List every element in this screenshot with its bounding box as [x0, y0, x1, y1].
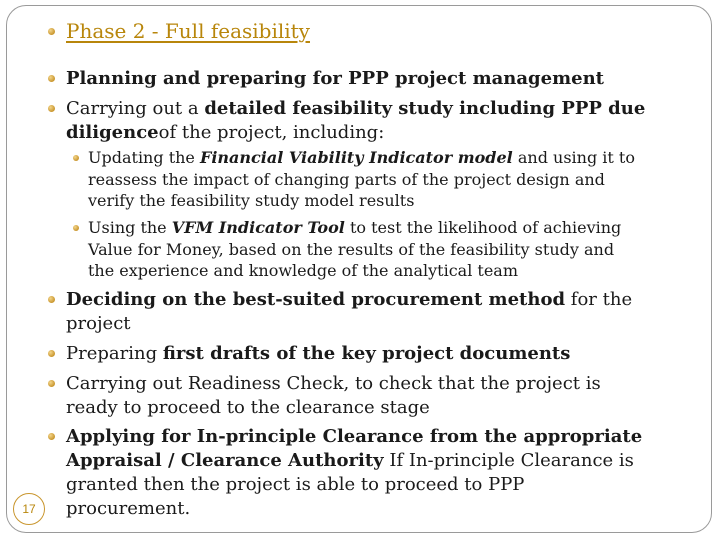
- bullet-draft-documents: [66, 343, 570, 364]
- bullet-icon: [48, 105, 55, 112]
- text-segment: of the project, including:: [158, 122, 385, 143]
- text-segment: Updating the: [88, 148, 195, 167]
- text-segment: Carrying out a: [66, 98, 199, 119]
- bullet-icon: [48, 75, 55, 82]
- subbullet-financial-viability: [88, 148, 635, 167]
- text-bold: diligence: [66, 122, 159, 143]
- bullet-clearance-line4: procurement.: [66, 498, 191, 519]
- text-bold-italic: Financial Viability Indicator model: [199, 148, 513, 167]
- bullet-feasibility-study-line2: [66, 122, 384, 143]
- text-segment: for the: [570, 289, 633, 310]
- text-segment: and using it to: [517, 148, 635, 167]
- subbullet-vfm-tool: [88, 218, 621, 237]
- text-segment: If In-principle Clearance is: [389, 450, 634, 471]
- bullet-icon: [48, 380, 55, 387]
- text-segment: Preparing: [66, 343, 158, 364]
- subbullet-vfm-tool-line3: the experience and knowledge of the analytical team: [88, 261, 518, 280]
- bullet-icon: [48, 296, 55, 303]
- sub-bullet-icon: [73, 225, 79, 231]
- text-segment: Using the: [88, 218, 167, 237]
- bullet-planning: Planning and preparing for PPP project management: [66, 68, 604, 89]
- text-bold: Deciding on the best-suited procurement method: [66, 289, 566, 310]
- slide-title: Phase 2 - Full feasibility: [66, 19, 310, 43]
- sub-bullet-icon: [73, 155, 79, 161]
- bullet-feasibility-study: [66, 98, 645, 119]
- bullet-icon: [48, 350, 55, 357]
- title-bullet-icon: [48, 28, 55, 35]
- text-bold: Appraisal / Clearance Authority: [66, 450, 384, 471]
- bullet-procurement-method-line2: project: [66, 313, 131, 334]
- bullet-clearance-line2: [66, 450, 634, 471]
- subbullet-financial-viability-line3: verify the feasibility study model results: [88, 191, 415, 210]
- text-segment: to test the likelihood of achieving: [349, 218, 622, 237]
- bullet-readiness-check-line2: ready to proceed to the clearance stage: [66, 397, 430, 418]
- page-number: 17: [13, 493, 45, 525]
- bullet-clearance: Applying for In-principle Clearance from the appropriate: [66, 426, 643, 447]
- bullet-readiness-check: Carrying out Readiness Check, to check that the project is: [66, 373, 601, 394]
- subbullet-financial-viability-line2: reassess the impact of changing parts of the project design and: [88, 170, 605, 189]
- bullet-procurement-method: [66, 289, 632, 310]
- subbullet-vfm-tool-line2: Value for Money, based on the results of the feasibility study and: [88, 240, 615, 259]
- bullet-icon: [48, 433, 55, 440]
- text-bold-italic: VFM Indicator Tool: [171, 218, 345, 237]
- bullet-clearance-line3: granted then the project is able to proceed to PPP: [66, 474, 525, 495]
- text-bold: detailed feasibility study including PPP due: [204, 98, 646, 119]
- text-bold: first drafts of the key project documents: [162, 343, 571, 364]
